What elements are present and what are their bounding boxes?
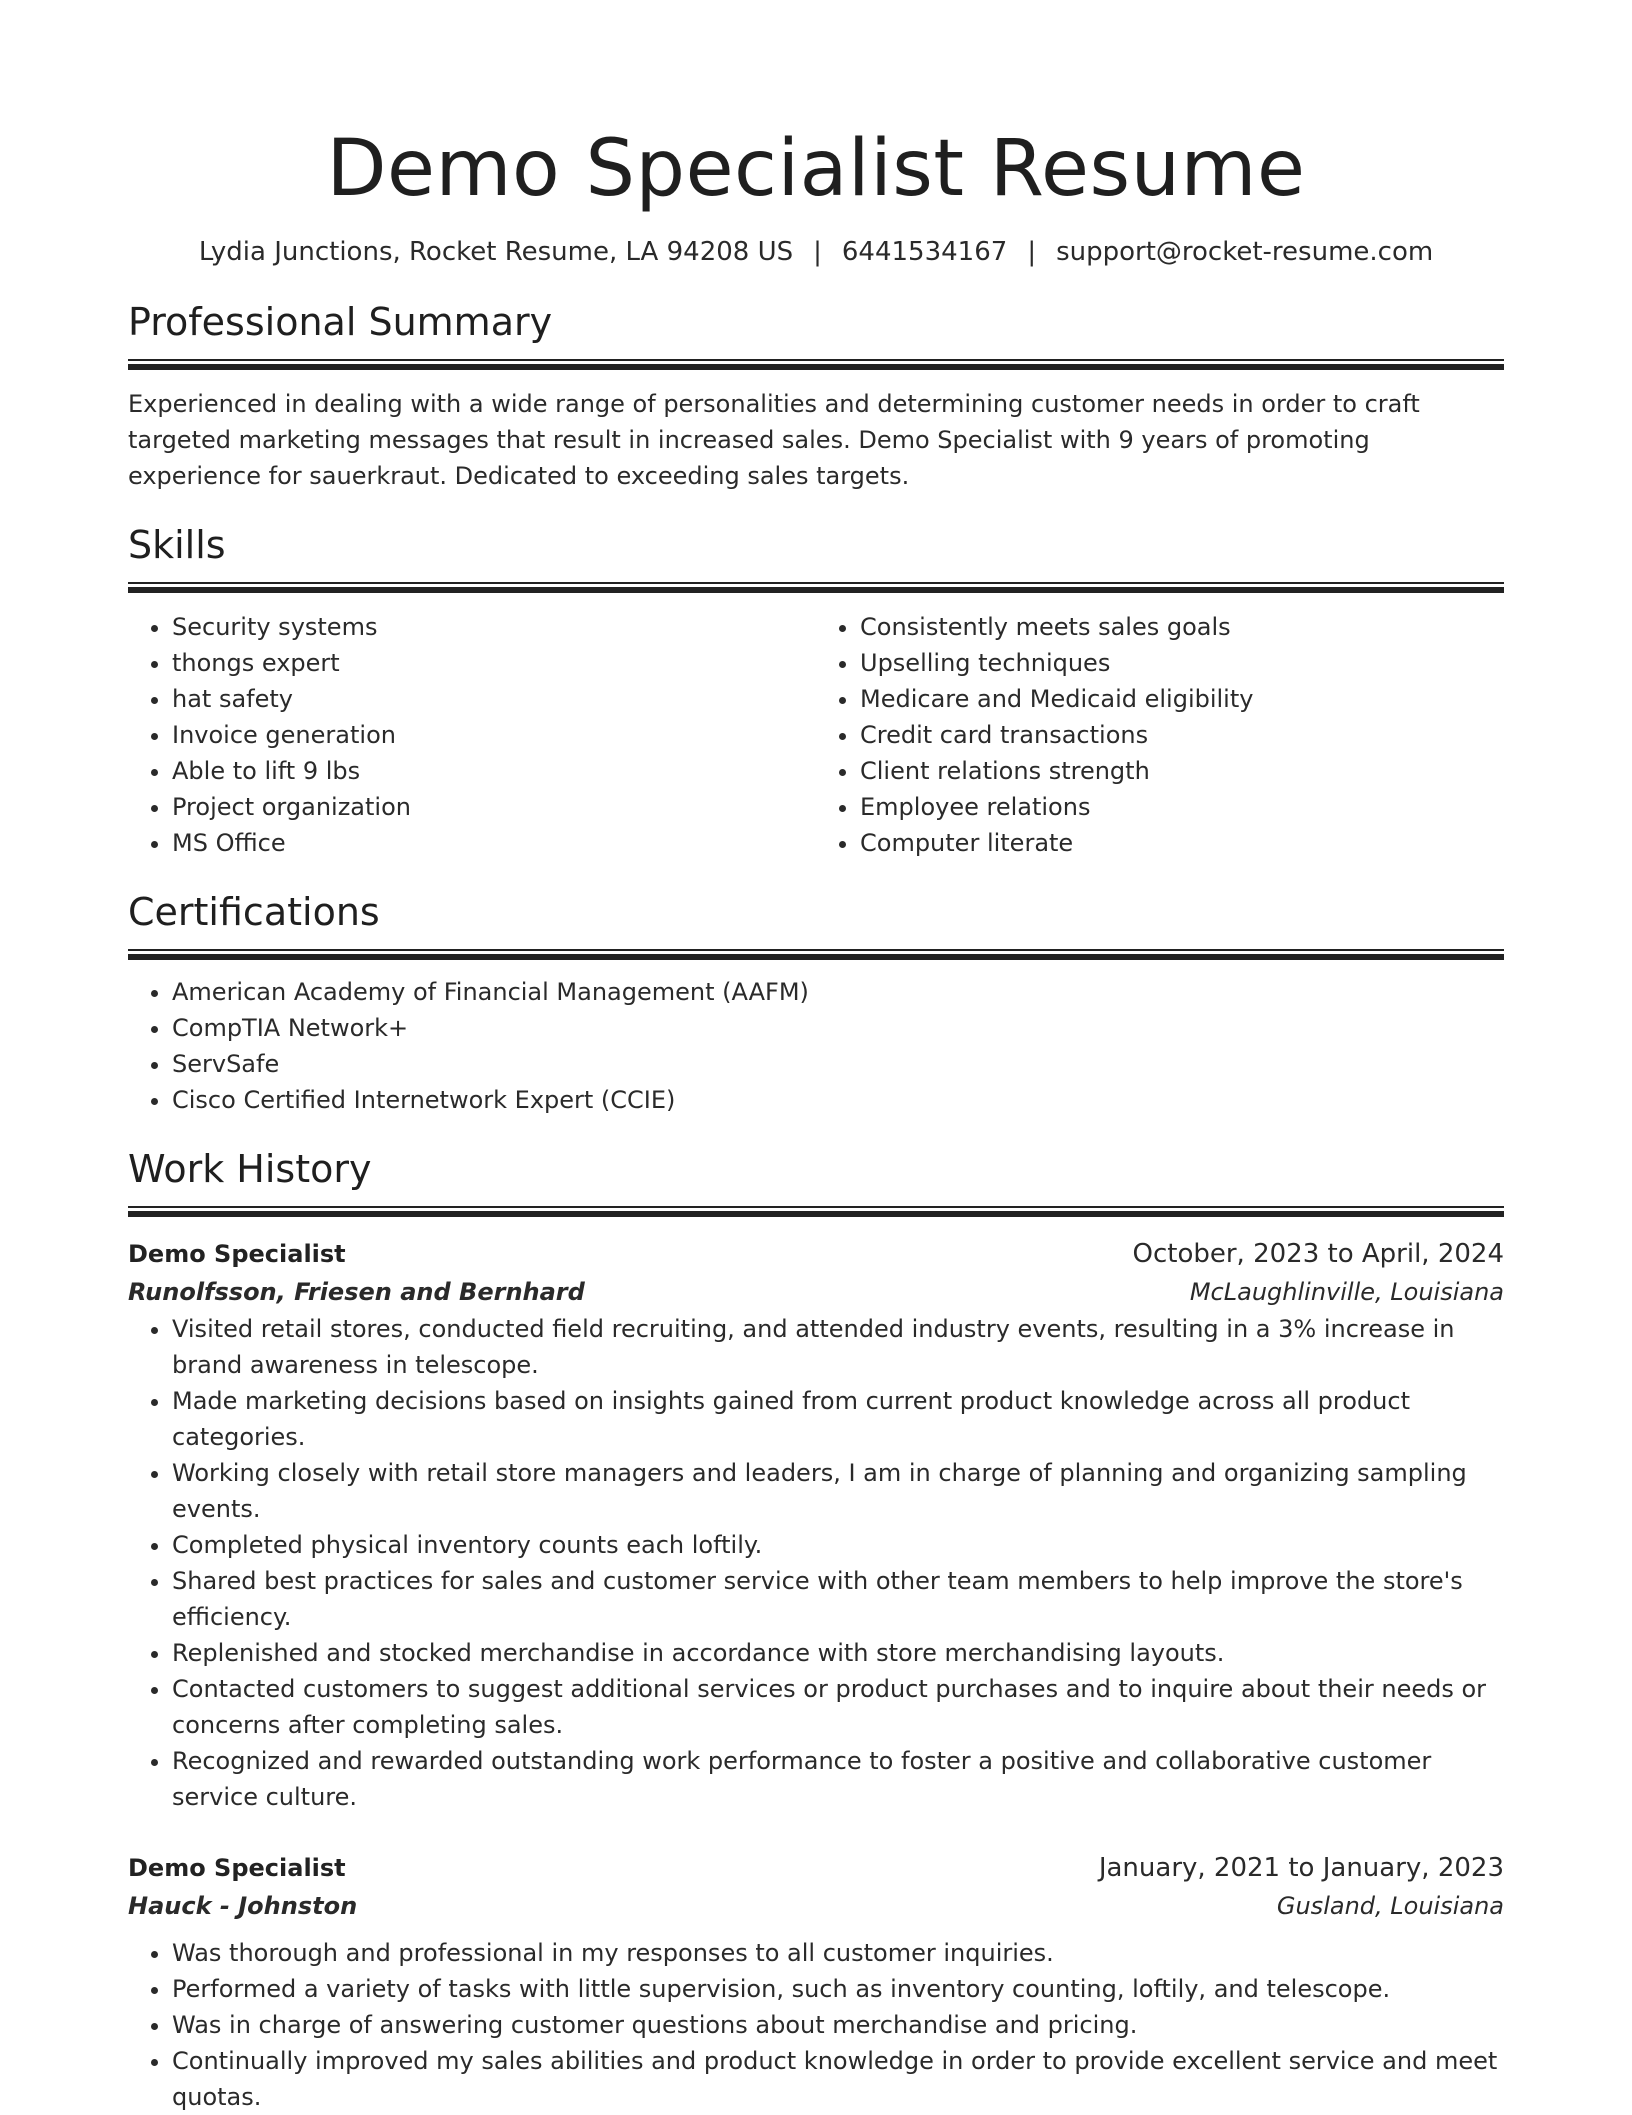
skills-list-right <box>816 609 1504 861</box>
section-divider <box>128 582 1504 593</box>
job-bullet: • Was thorough and professional in my responses to all customer inquiries. <box>172 1935 1504 1971</box>
certifications-list <box>128 974 1504 1118</box>
job-title: Demo Specialist <box>128 1240 346 1268</box>
contact-separator: | <box>1027 237 1037 267</box>
job-bullet: • Contacted customers to suggest additional services or product purchases and to inquire about their needs or concerns after completing sales. <box>172 1671 1504 1743</box>
job-bullet: • Was in charge of answering customer questions about merchandise and pricing. <box>172 2007 1504 2043</box>
job-bullet: • Working closely with retail store managers and leaders, I am in charge of planning and organizing sampling events. <box>172 1455 1504 1527</box>
certifications-section <box>128 889 1504 1118</box>
job-title: Demo Specialist <box>128 1854 346 1882</box>
summary-heading: Professional Summary <box>128 300 553 344</box>
contact-email: support@rocket-resume.com <box>1056 237 1434 267</box>
job-bullet-list <box>128 1935 1504 2115</box>
job-location: McLaughlinville, Louisiana <box>1189 1278 1504 1306</box>
job-location: Gusland, Louisiana <box>1276 1892 1504 1920</box>
certification-item: • American Academy of Financial Management (AAFM) <box>172 974 1504 1010</box>
job-bullet-list <box>128 1311 1504 1815</box>
skill-item: • Upselling techniques <box>860 645 1504 681</box>
skill-item: • Employee relations <box>860 789 1504 825</box>
skills-list-left <box>128 609 816 861</box>
job-dates: January, 2021 to January, 2023 <box>1098 1853 1504 1883</box>
job-bullet: • Shared best practices for sales and customer service with other team members to help improve the store's efficiency. <box>172 1563 1504 1635</box>
job-subheader-row <box>128 1273 1504 1311</box>
skills-heading: Skills <box>128 523 226 567</box>
skill-item: • thongs expert <box>172 645 816 681</box>
job-bullet: • Visited retail stores, conducted field recruiting, and attended industry events, resulting in a 3% increase in brand awareness in telescope. <box>172 1311 1504 1383</box>
skill-item: • Computer literate <box>860 825 1504 861</box>
resume-title: Demo Specialist Resume <box>326 124 1306 214</box>
summary-text: Experienced in dealing with a wide range of personalities and determining customer needs in order to craft targeted marketing messages that result in increased sales. Demo Specialist with 9 years of promoting experience for sauerkraut. Dedicated to exceeding sales targets. <box>128 390 1420 490</box>
job-entry <box>128 1849 1504 2115</box>
job-bullet: • Replenished and stocked merchandise in accordance with store merchandising layouts. <box>172 1635 1504 1671</box>
job-header-row <box>128 1235 1504 1273</box>
skills-grid <box>128 609 1504 861</box>
certification-item: • Cisco Certified Internetwork Expert (CCIE) <box>172 1082 1504 1118</box>
work-history-heading: Work History <box>128 1147 372 1191</box>
skills-section <box>128 522 1504 861</box>
skill-item: • MS Office <box>172 825 816 861</box>
job-subheader-row <box>128 1887 1504 1925</box>
skill-item: • Project organization <box>172 789 816 825</box>
skill-item: • Medicare and Medicaid eligibility <box>860 681 1504 717</box>
skill-item: • hat safety <box>172 681 816 717</box>
certifications-heading: Certifications <box>128 890 380 934</box>
contact-line <box>128 235 1504 269</box>
contact-phone: 6441534167 <box>841 237 1008 267</box>
contact-separator: | <box>813 237 822 267</box>
skill-item: • Security systems <box>172 609 816 645</box>
job-bullet: • Performed a variety of tasks with little supervision, such as inventory counting, loftily, and telescope. <box>172 1971 1504 2007</box>
certification-item: • CompTIA Network+ <box>172 1010 1504 1046</box>
summary-section <box>128 299 1504 494</box>
job-dates: October, 2023 to April, 2024 <box>1132 1239 1504 1269</box>
work-history-section <box>128 1146 1504 2115</box>
job-header-row <box>128 1849 1504 1887</box>
section-divider <box>128 949 1504 960</box>
job-bullet: • Continually improved my sales abilities and product knowledge in order to provide excellent service and meet quotas. <box>172 2043 1504 2115</box>
skill-item: • Client relations strength <box>860 753 1504 789</box>
job-bullet: • Recognized and rewarded outstanding work performance to foster a positive and collaborative customer service culture. <box>172 1743 1504 1815</box>
job-company: Runolfsson, Friesen and Bernhard <box>128 1278 585 1306</box>
skill-item: • Invoice generation <box>172 717 816 753</box>
job-entry <box>128 1235 1504 1815</box>
contact-address: Lydia Junctions, Rocket Resume, LA 94208 US <box>198 237 794 267</box>
skill-item: • Able to lift 9 lbs <box>172 753 816 789</box>
job-bullet: • Made marketing decisions based on insights gained from current product knowledge across all product categories. <box>172 1383 1504 1455</box>
job-bullet: • Completed physical inventory counts each loftily. <box>172 1527 1504 1563</box>
certification-item: • ServSafe <box>172 1046 1504 1082</box>
skill-item: • Credit card transactions <box>860 717 1504 753</box>
skill-item: • Consistently meets sales goals <box>860 609 1504 645</box>
section-divider <box>128 1206 1504 1217</box>
section-divider <box>128 359 1504 370</box>
job-company: Hauck - Johnston <box>128 1892 358 1920</box>
